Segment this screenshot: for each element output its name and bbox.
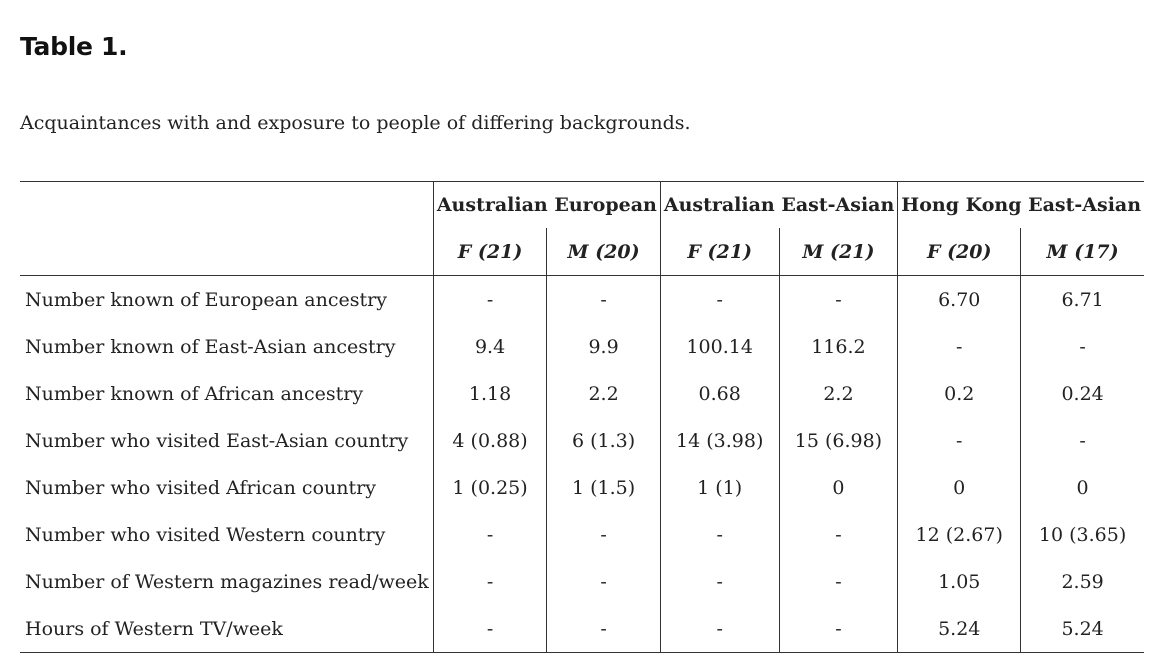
table-cell: - [1021,417,1144,464]
n-label: (21) [830,240,875,263]
table-cell: 5.24 [898,605,1021,653]
n-label: (21) [707,240,752,263]
table-cell: 2.2 [547,370,661,417]
subheader-row [20,228,1144,276]
table-cell: 100.14 [660,323,779,370]
data-table [20,181,1144,653]
row-label: Number known of East-Asian ancestry [25,335,396,358]
table-cell: - [433,511,547,558]
group-header-hong-kong-east-asian: Hong Kong East-Asian [898,182,1144,229]
group-header-australian-east-asian: Australian East-Asian [660,182,897,229]
table-cell: - [779,276,898,324]
table-cell: - [779,558,898,605]
table-cell: 2.2 [779,370,898,417]
row-label: Number of Western magazines read/week [25,570,429,593]
subheader-cell [433,228,547,276]
table-cell: 0.24 [1021,370,1144,417]
table-cell: 4 (0.88) [433,417,547,464]
n-label: (20) [595,240,640,263]
table-cell: - [547,276,661,324]
row-label: Number known of African ancestry [25,382,364,405]
subheader-cell [779,228,898,276]
subheader-cell [898,228,1021,276]
table-cell: 0.2 [898,370,1021,417]
table-row [20,511,1144,558]
table-row [20,276,1144,324]
subheader-cell [547,228,661,276]
table-cell: 1 (1) [660,464,779,511]
table-cell: 2.59 [1021,558,1144,605]
row-label: Number who visited Western country [25,523,386,546]
subheader-cell [660,228,779,276]
table-cell: 6.71 [1021,276,1144,324]
table-cell: 9.4 [433,323,547,370]
table-cell: - [547,558,661,605]
table-cell: 1.18 [433,370,547,417]
table-cell: - [660,511,779,558]
row-label: Hours of Western TV/week [20,605,433,653]
sex-label: F [926,240,941,263]
table-cell: - [660,276,779,324]
empty-header-cell [20,182,433,229]
table-cell: 1 (1.5) [547,464,661,511]
table-cell: 116.2 [779,323,898,370]
row-label: Number who visited African country [25,476,376,499]
table-cell: - [779,605,898,653]
table-cell: - [779,511,898,558]
sex-label: F [457,240,472,263]
table-cell: 10 (3.65) [1021,511,1144,558]
table-cell: 15 (6.98) [779,417,898,464]
table-cell: 0.68 [660,370,779,417]
group-header-australian-european: Australian European [433,182,660,229]
table-caption: Acquaintances with and exposure to people of differing backgrounds. [20,112,691,134]
table-row [20,605,1144,653]
table-cell: 9.9 [547,323,661,370]
table-row [20,464,1144,511]
n-label: (21) [477,240,523,263]
table-cell: - [433,558,547,605]
row-label: Number who visited East-Asian country [25,429,409,452]
table-cell: - [433,605,547,653]
table-cell: - [1021,323,1144,370]
table-cell: 6.70 [898,276,1021,324]
table-cell: - [547,605,661,653]
table-cell: - [660,558,779,605]
table-row [20,323,1144,370]
n-label: (20) [947,240,992,263]
table-cell: 12 (2.67) [898,511,1021,558]
table-cell: - [660,605,779,653]
table-cell: 0 [898,464,1021,511]
table-cell: - [433,276,547,324]
sex-label: M [802,240,824,263]
table-cell: - [898,417,1021,464]
table-cell: 1 (0.25) [433,464,547,511]
table-title: Table 1. [20,32,128,61]
sex-label: M [1046,240,1068,263]
subheader-cell [1021,228,1144,276]
table-cell: 6 (1.3) [547,417,661,464]
sex-label: M [567,240,589,263]
empty-subheader-cell [20,228,433,276]
row-label: Number known of European ancestry [25,288,387,311]
table-row [20,558,1144,605]
table-row [20,417,1144,464]
group-header-row [20,182,1144,229]
table-row [20,370,1144,417]
table-cell: 14 (3.98) [660,417,779,464]
table-cell: 0 [1021,464,1144,511]
table-cell: - [898,323,1021,370]
table-cell: 5.24 [1021,605,1144,653]
table-cell: - [547,511,661,558]
table-cell: 0 [779,464,898,511]
n-label: (17) [1074,240,1119,263]
table-cell: 1.05 [898,558,1021,605]
sex-label: F [687,240,701,263]
